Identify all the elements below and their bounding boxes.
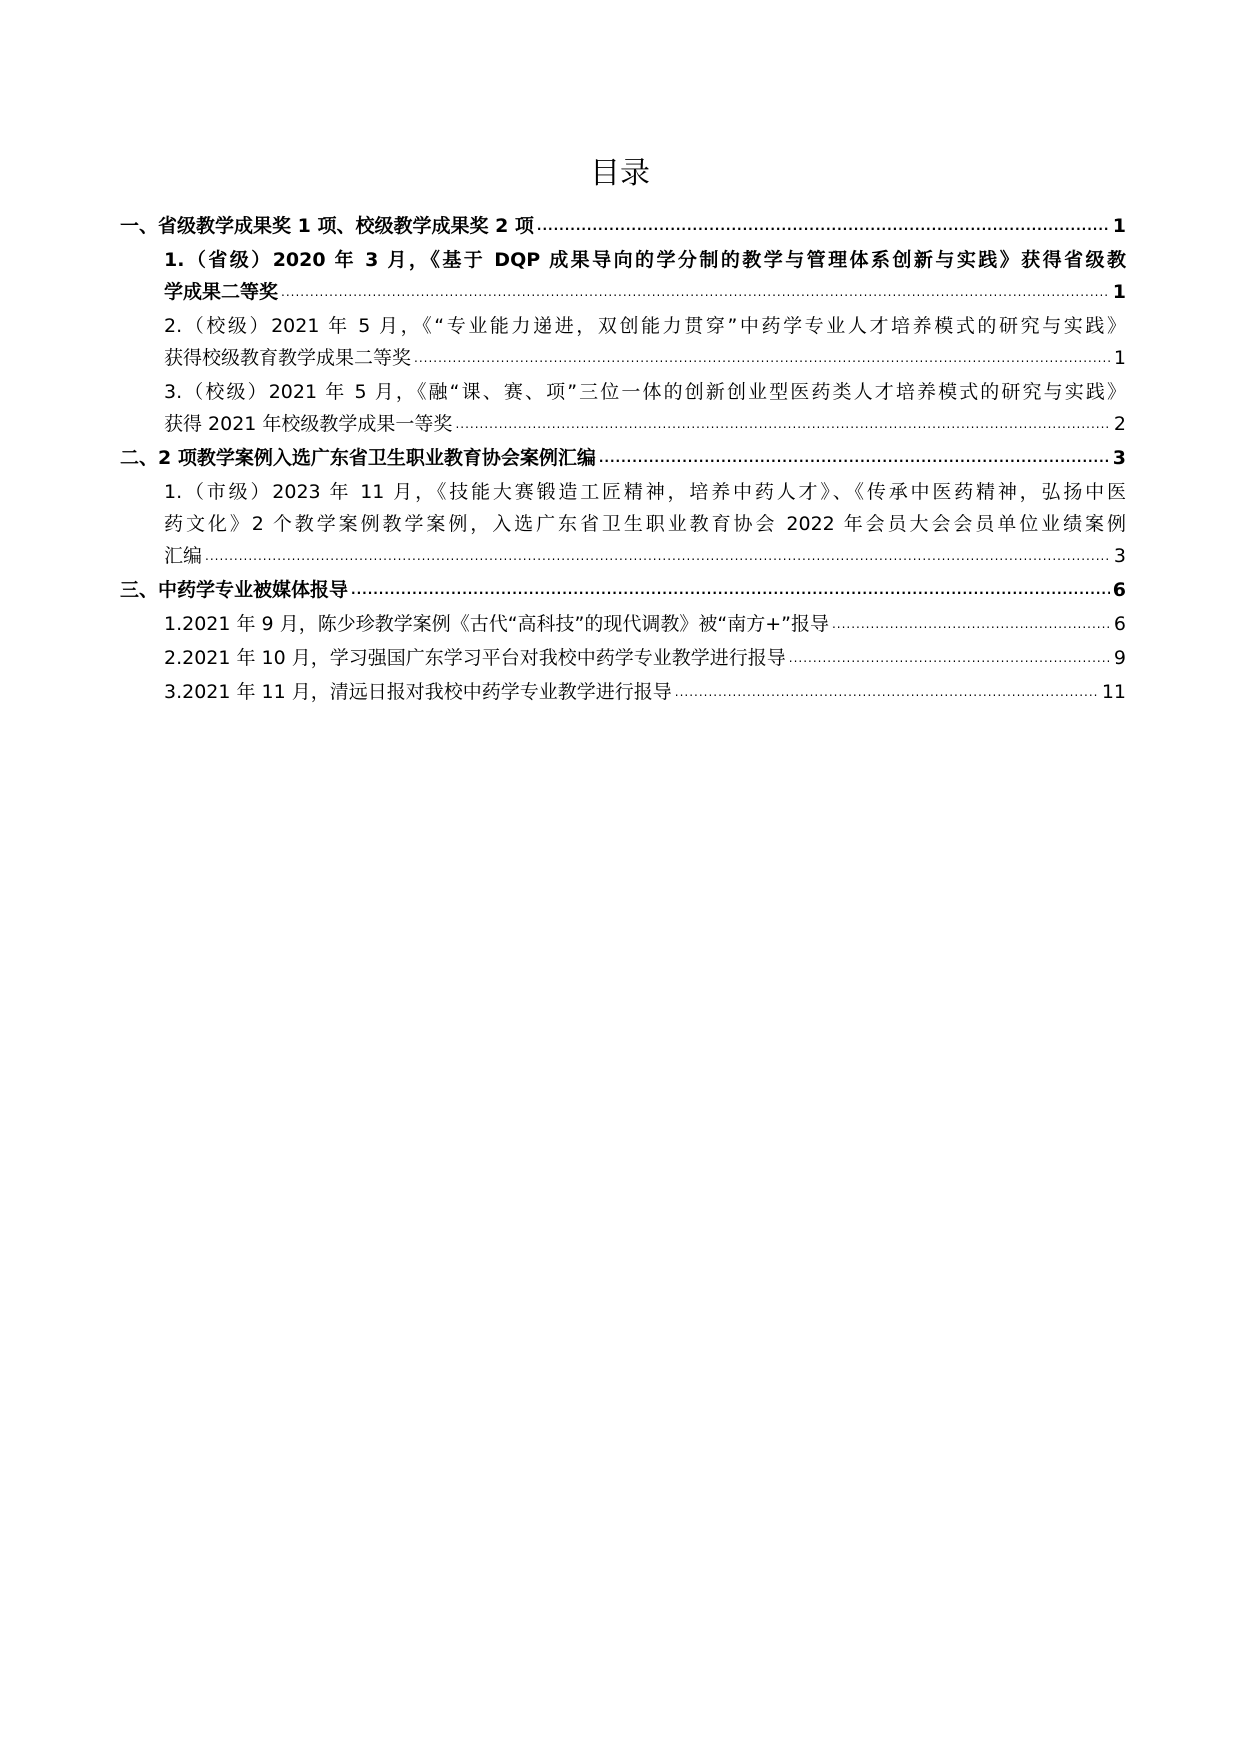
toc-entry-text: 1.（省级）2020 年 3 月，《基于 DQP 成果导向的学分制的教学与管理体系创新与实践》获得省级教 — [164, 249, 1126, 271]
toc-entry-text: 药文化》2 个教学案例教学案例，入选广东省卫生职业教育协会 2022 年会员大会会员单位业绩案例 — [164, 513, 1126, 535]
toc-subsection-entry[interactable] — [120, 376, 1126, 442]
toc-title: 目录 — [590, 156, 650, 191]
toc-entry-text: 学成果二等奖 — [164, 281, 279, 303]
toc-subsection-entry[interactable] — [120, 608, 1126, 642]
dot-leader — [599, 442, 1110, 474]
dot-leader — [537, 210, 1110, 242]
toc-entry-line — [164, 540, 1126, 574]
dot-leader — [205, 540, 1111, 572]
toc-entry-text: 汇编 — [164, 545, 203, 567]
toc-subsection-entry[interactable] — [120, 476, 1126, 574]
toc-subsection-entry[interactable] — [120, 244, 1126, 310]
toc-entry-line — [164, 408, 1126, 442]
toc-entry-text: 获得校级教育教学成果二等奖 — [164, 347, 412, 369]
toc-page-number: 9 — [1113, 647, 1126, 669]
toc-entry-line — [164, 676, 1126, 710]
toc-page-number: 3 — [1112, 447, 1126, 469]
toc-entry-text: 1.2021 年 9 月，陈少珍教学案例《古代“高科技”的现代调教》被“南方+”报导 — [164, 613, 829, 635]
toc-entry-line — [164, 342, 1126, 376]
dot-leader — [281, 276, 1110, 308]
toc-entry-line — [164, 276, 1126, 310]
toc-page-number: 1 — [1112, 281, 1126, 303]
toc-entry-text: 二、2 项教学案例入选广东省卫生职业教育协会案例汇编 — [120, 447, 596, 469]
toc-entry-text: 1.（市级）2023 年 11 月，《技能大赛锻造工匠精神，培养中药人才》、《传承中医药精神，弘扬中医 — [164, 481, 1126, 503]
dot-leader — [832, 608, 1111, 640]
toc-page-number: 6 — [1112, 579, 1126, 601]
toc-entry-line — [120, 442, 1126, 476]
toc-section-entry[interactable] — [120, 574, 1126, 608]
dot-leader — [675, 676, 1099, 708]
toc-page-number: 1 — [1112, 215, 1126, 237]
toc-page-number: 1 — [1113, 347, 1126, 369]
toc-entry-text: 3.（校级）2021 年 5 月，《融“课、赛、项”三位一体的创新创业型医药类人才培养模式的研究与实践》 — [164, 381, 1126, 403]
toc-page-number: 11 — [1101, 681, 1126, 703]
toc-entry-text: 2.2021 年 10 月，学习强国广东学习平台对我校中药学专业教学进行报导 — [164, 647, 786, 669]
dot-leader — [789, 642, 1111, 674]
toc-subsection-entry[interactable] — [120, 310, 1126, 376]
toc-subsection-entry[interactable] — [120, 676, 1126, 710]
toc-entry-text: 获得 2021 年校级教学成果一等奖 — [164, 413, 453, 435]
toc-page-number: 6 — [1113, 613, 1126, 635]
toc-entry-line — [120, 210, 1126, 244]
toc-entry-text: 一、省级教学成果奖 1 项、校级教学成果奖 2 项 — [120, 215, 534, 237]
toc-entry-line — [120, 574, 1126, 608]
toc-subsection-entry[interactable] — [120, 642, 1126, 676]
toc-entry-line — [164, 608, 1126, 642]
toc-entry-text: 2.（校级）2021 年 5 月，《“专业能力递进，双创能力贯穿”中药学专业人才培养模式的研究与实践》 — [164, 315, 1126, 337]
toc-section-entry[interactable] — [120, 210, 1126, 244]
toc-section-entry[interactable] — [120, 442, 1126, 476]
toc-entry-text: 3.2021 年 11 月，清远日报对我校中药学专业教学进行报导 — [164, 681, 672, 703]
toc-page-number: 2 — [1113, 413, 1126, 435]
toc-entry-line — [164, 642, 1126, 676]
dot-leader — [351, 574, 1110, 606]
dot-leader — [455, 408, 1110, 440]
toc-entry-text: 三、中药学专业被媒体报导 — [120, 579, 349, 601]
table-of-contents — [120, 210, 1126, 710]
toc-page-number: 3 — [1113, 545, 1126, 567]
dot-leader — [414, 342, 1111, 374]
